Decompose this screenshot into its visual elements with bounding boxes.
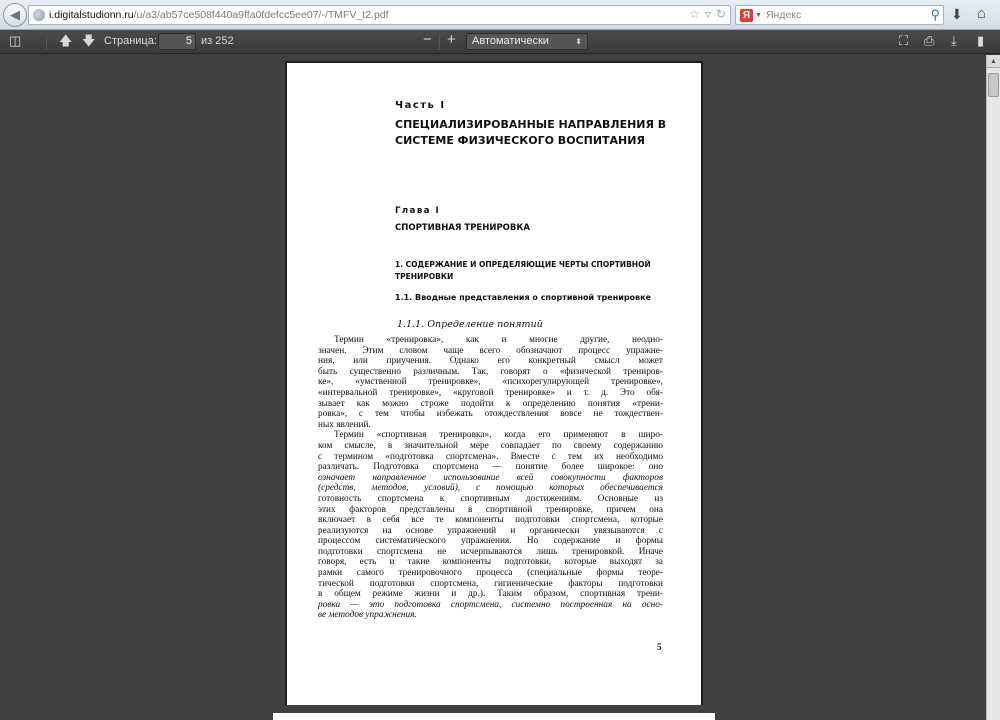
zoom-out-icon[interactable]: − [423,31,432,48]
url-host: i.digitalstudionn.ru [49,9,134,21]
engine-dropdown-icon[interactable]: ▼ [755,11,762,19]
next-page-icon[interactable]: 🡇 [82,33,96,48]
text-line: означает направленное использование всей совокупности факторов [318,472,663,483]
text-line: различать. Подготовка спортсмена — понятие более широкое: оно [318,462,663,473]
text-line: подготовки спортсмена не исчерпываются лишь тренировкой. Иначе [318,546,663,557]
address-bar[interactable] [28,5,731,25]
zoom-value: Автоматически [472,35,549,47]
print-icon[interactable]: ⎙ [924,33,935,48]
section-heading: 1. СОДЕРЖАНИЕ И ОПРЕДЕЛЯЮЩИЕ ЧЕРТЫ СПОРТИВНОЙ ТРЕНИРОВКИ [395,260,651,281]
text-line: быть существенно различным. Так, говорят о «физической трениров- [318,366,663,377]
toolbar-divider [46,34,47,50]
subsection-heading: 1.1. Вводные представления о спортивной тренировке [395,293,651,302]
fullscreen-icon[interactable]: ⛶ [899,33,909,48]
vertical-scrollbar[interactable] [986,55,1000,720]
home-icon[interactable]: ⌂ [977,5,987,22]
next-pdf-page [273,713,715,720]
page-number: 5 [657,642,662,652]
download-icon[interactable]: ⤓ [951,33,957,48]
back-arrow-icon: ◀ [10,7,20,22]
text-line: с термином «подготовка спортсмена». Вместе с тем их необходимо [318,451,663,462]
browser-navbar [0,0,1000,30]
subsubsection-heading: 1.1.1. Определение понятий [397,319,543,330]
page-label: Страница: [104,35,157,47]
pdf-page [287,63,701,705]
text-line: ком смысле, в значительной мере совпадает по своему содержанию [318,440,663,451]
previous-page-icon[interactable]: 🡅 [59,33,73,48]
bookmark-icon[interactable]: ▮ [977,33,985,48]
text-line: Термин «спортивная тренировка», когда его применяют в широ- [334,430,663,441]
search-icon[interactable]: ⚲ [930,7,940,22]
chapter-title: СПОРТИВНАЯ ТРЕНИРОВКА [395,223,530,233]
star-icon[interactable]: ☆ [689,7,700,21]
sidebar-toggle-icon[interactable]: ◫ [9,33,22,48]
url-path: /u/a3/ab57ce508f440a9ffa0fdefcc5ee07/-/TMFV_t2.pdf [133,9,389,21]
zoom-in-icon[interactable]: + [447,31,456,48]
dropdown-icon[interactable]: ▿ [704,7,711,21]
text-line: ных явлений. [318,419,371,430]
text-line: включает в себя все те компоненты подготовки спортсмена, которые [318,515,663,526]
globe-icon [33,9,45,21]
text-line: Термин «тренировка», как и многие другие, неодно- [334,335,663,345]
text-line: процессом систематического упражнения. Но содержание и формы [318,536,663,547]
page-number-input[interactable]: 5 [158,33,196,50]
part-heading: Часть I [395,100,446,111]
scroll-up-icon[interactable]: ▲ [987,55,1000,68]
page-total: из 252 [201,35,234,47]
back-button[interactable] [3,3,27,27]
text-line: готовность спортсмена к спортивным достижениям. Основные из [318,493,663,504]
toolbar-divider [439,34,440,50]
text-line: рамки самого тренировочного процесса (специальные формы теоре- [318,568,663,579]
text-line: в общем режиме жизни и др.). Таким образом, спортивная трени- [318,589,663,600]
text-line: ровка — это подготовка спортсмена, системно построенная на осно- [318,599,663,610]
chapter-heading: Глава I [395,206,441,216]
text-line: тической подготовки спортсмена, гигиенические факторы подготовки [318,578,663,589]
pdf-toolbar [0,30,1000,54]
zoom-select[interactable] [466,33,588,50]
reload-icon[interactable]: ↻ [715,7,726,21]
text-line: зывает как можно строже подойти к определению понятия «трени- [318,398,663,409]
text-line: значен. Этим словом чаще всего обозначают процесс упражне- [318,345,663,356]
text-line: ровка», с тем чтобы избежать отождествления вовсе не тождествен- [318,409,663,420]
text-line: этих факторов представлены в спортивной тренировке, причем она [318,504,663,515]
chevron-updown-icon: ⬍ [575,37,582,46]
text-line: ке», «умственной тренировке», «психорегулирующей тренировке», [318,377,663,388]
scroll-thumb[interactable] [988,73,999,97]
body-text [318,335,663,621]
text-line: ния, или приучения. Однако его конкретный смысл может [318,356,663,367]
search-box[interactable] [735,5,944,25]
pdf-viewer[interactable] [0,55,986,720]
text-line: реализуются на основе упражнений и органически увязываются с [318,525,663,536]
yandex-icon[interactable]: Я [740,9,753,22]
text-line: (средств, методов, условий), с помощью которых обеспечивается [318,483,663,494]
part-title: СПЕЦИАЛИЗИРОВАННЫЕ НАПРАВЛЕНИЯ В СИСТЕМЕ ФИЗИЧЕСКОГО ВОСПИТАНИЯ [395,118,667,147]
download-icon[interactable]: ⬇ [951,6,963,22]
text-line: ве методов упражнения. [318,610,417,621]
text-line: «интервальной тренировке», «круговой тренировке» и т. д. Это обя- [318,387,663,398]
text-line: говоря, есть и такие компоненты подготовки, которые выходят за [318,557,663,568]
search-engine-label: Яндекс [765,9,802,21]
